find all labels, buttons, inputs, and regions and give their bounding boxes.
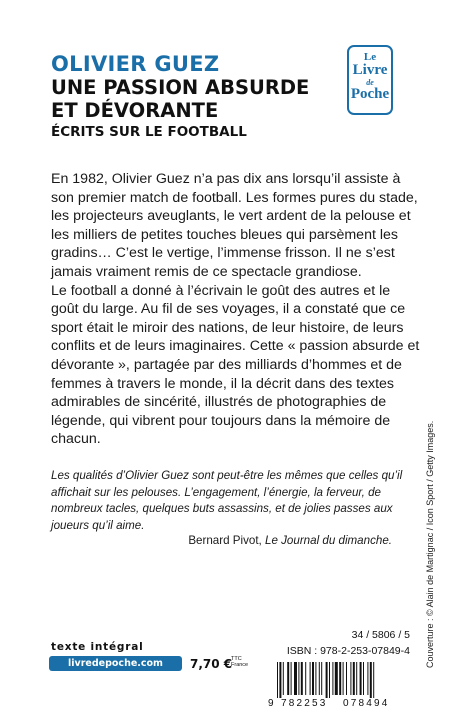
barcode-bar [287, 662, 289, 695]
publisher-logo [347, 45, 393, 115]
barcode-bar [360, 662, 362, 695]
quote-author: Bernard Pivot, [188, 534, 262, 547]
barcode-bar [373, 662, 374, 698]
website-link[interactable]: livredepoche.com [49, 656, 182, 671]
price: 7,70 € [190, 657, 233, 671]
book-subtitle: ÉCRITS SUR LE FOOTBALL [51, 124, 247, 140]
barcode-bar [319, 662, 320, 695]
barcode-digits-left: 782253 [281, 698, 328, 708]
barcode [267, 662, 410, 708]
barcode-bar [332, 662, 333, 695]
barcode-bar [298, 662, 299, 695]
press-quote: Les qualités d’Olivier Guez sont peut-être les mêmes que celles qu’il affichait sur les pelouses. L’engagement, l’énergie, la ferveur, de nombreux tacles, quelques buts assassins, et de jolies passes aux joueurs qu’il aime. [51, 469, 403, 532]
barcode-bar [370, 662, 372, 698]
barcode-bar [305, 662, 306, 695]
barcode-bars [277, 662, 374, 698]
barcode-bar [310, 662, 311, 695]
logo-line-2: Livre [352, 62, 388, 78]
barcode-digit-lead: 9 [268, 698, 274, 708]
edition-label: texte intégral [51, 641, 144, 653]
price-note-country: France [231, 662, 249, 668]
barcode-bar [335, 662, 338, 695]
barcode-bar [279, 662, 281, 698]
barcode-bar [350, 662, 351, 695]
back-cover-blurb [51, 170, 421, 449]
barcode-bar [339, 662, 341, 695]
barcode-bar [321, 662, 322, 695]
blurb-paragraph-1: En 1982, Olivier Guez n’a pas dix ans lorsqu’il assiste à son premier match de football. Les formes pures du stade, les projecteurs aveuglants, le vert ardent de la pelouse et les milliers de petites touches bleues qui parsèment les gradins… C’est le vertige, l’immense frisson. Il ne s’est jamais vraiment remis de ce spectacle grandiose. [51, 171, 418, 280]
barcode-bar [283, 662, 284, 695]
barcode-digits-right: 078494 [343, 698, 390, 708]
isbn: ISBN : 978-2-253-07849-4 [286, 645, 410, 657]
title-line-2: ET DÉVORANTE [51, 99, 219, 122]
price-note [231, 656, 251, 668]
logo-line-4: Poche [350, 86, 390, 102]
catalog-code: 34 / 5806 / 5 [351, 629, 410, 641]
quote-source: Le Journal du dimanche. [265, 534, 392, 547]
barcode-bar [277, 662, 278, 698]
barcode-bar [326, 662, 328, 698]
barcode-bar [315, 662, 316, 695]
barcode-bar [353, 662, 355, 695]
barcode-bar [291, 662, 292, 695]
barcode-bar [343, 662, 344, 695]
barcode-bar [367, 662, 368, 695]
blurb-paragraph-2: Le football a donné à l’écrivain le goût des autres et le goût du large. Au fil de ses voyages, il a constaté que ce sport était le miroir des nations, de leur histoire, de leurs conflits et de leurs imaginaires. Cette « passion absurde et dévorante », partagée par des milliards d’hommes et de femmes à travers le monde, il la décrit dans des textes admirables de sincérité, illustrés de photographies de légende, qui vibrent pour toujours dans la mémoire de chacun. [51, 282, 420, 448]
price-note-ttc: TTC [231, 656, 242, 662]
book-title [51, 76, 309, 122]
barcode-bar [294, 662, 297, 695]
barcode-bar [356, 662, 357, 695]
barcode-bar [301, 662, 303, 695]
barcode-bar [346, 662, 347, 695]
barcode-bar [329, 662, 330, 698]
logo-line-1: Le [363, 51, 377, 63]
barcode-bar [312, 662, 314, 695]
logo-line-3: de [366, 78, 374, 87]
cover-photo-credit: Couverture : © Alain de Martignac / Icon Sport / Getty Images. [425, 420, 435, 668]
title-line-1: UNE PASSION ABSURDE [51, 76, 310, 99]
author-name: OLIVIER GUEZ [51, 52, 220, 76]
barcode-bar [363, 662, 364, 695]
quote-attribution [188, 534, 392, 547]
